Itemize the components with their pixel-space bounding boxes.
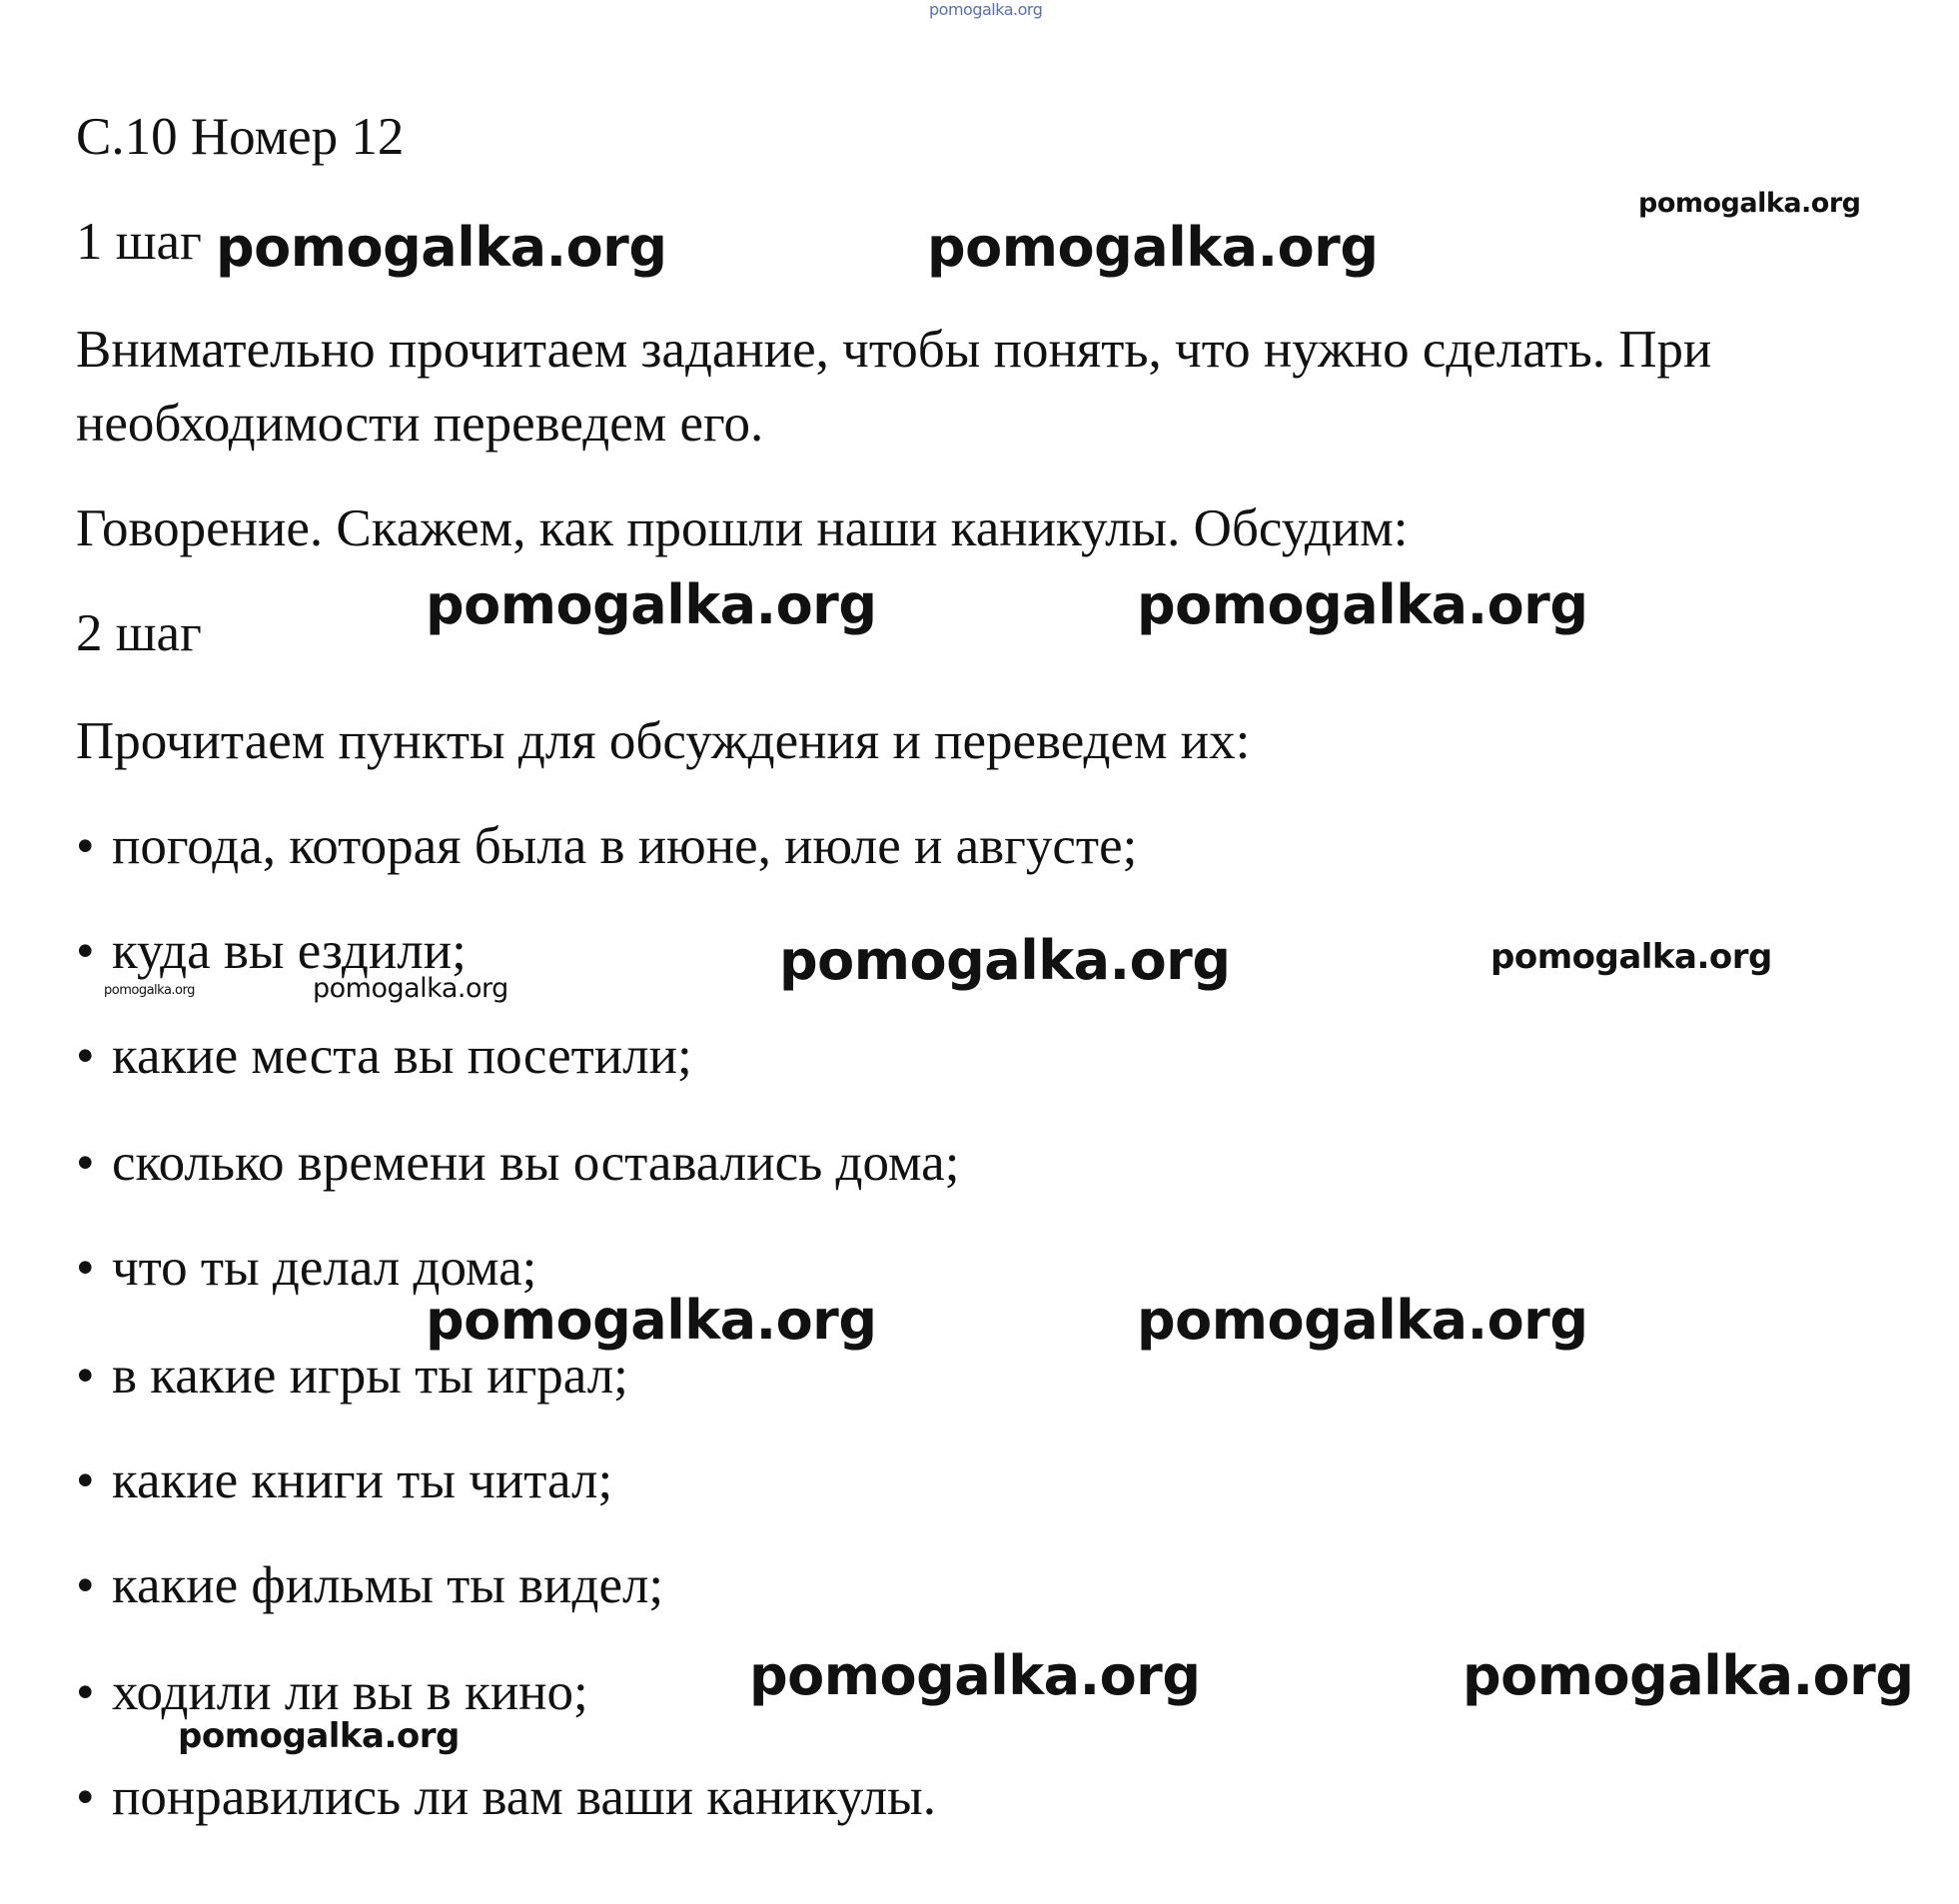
list-item-text: куда вы ездили; <box>112 922 467 980</box>
list-item-text: ходили ли вы в кино; <box>112 1663 588 1721</box>
list-item <box>76 809 1137 883</box>
watermark: pomogalka.org <box>178 1716 460 1756</box>
step-2-label: 2 шаг <box>76 604 202 662</box>
list-item-text: какие места вы посетили; <box>112 1027 692 1085</box>
watermark: pomogalka.org <box>1638 188 1861 219</box>
list-item <box>76 1443 612 1517</box>
page-title: С.10 Номер 12 <box>76 108 405 166</box>
bullet: • <box>76 1347 95 1405</box>
watermark: pomogalka.org <box>426 1289 877 1352</box>
bullet: • <box>76 1239 95 1297</box>
watermark: pomogalka.org <box>1137 573 1588 636</box>
step-1-paragraph-3: Говорение. Скажем, как прошли наши каникулы. Обсудим: <box>76 499 1409 557</box>
watermark: pomogalka.org <box>426 573 877 636</box>
list-item-text: какие фильмы ты видел; <box>112 1556 664 1614</box>
list-item <box>76 1126 959 1200</box>
bullet: • <box>76 1451 95 1509</box>
step-1-label: 1 шаг <box>76 213 202 271</box>
watermark: pomogalka.org <box>1137 1289 1588 1352</box>
watermark-top: pomogalka.org <box>929 0 1043 19</box>
bullet: • <box>76 1134 95 1192</box>
step-1-paragraph-2: необходимости переведем его. <box>76 395 764 453</box>
bullet: • <box>76 1663 95 1721</box>
bullet: • <box>76 1556 95 1614</box>
list-item-text: в какие игры ты играл; <box>112 1347 628 1405</box>
watermark: pomogalka.org <box>749 1644 1201 1707</box>
bullet: • <box>76 1027 95 1085</box>
watermark: pomogalka.org <box>1463 1644 1914 1707</box>
list-item-text: что ты делал дома; <box>112 1239 537 1297</box>
list-item <box>76 1760 936 1834</box>
step-1-paragraph-1: Внимательно прочитаем задание, чтобы понять, что нужно сделать. При <box>76 321 1712 379</box>
list-item-text: понравились ли вам ваши каникулы. <box>112 1768 937 1826</box>
bullet: • <box>76 1768 95 1826</box>
list-item-text: сколько времени вы оставались дома; <box>112 1134 960 1192</box>
bullet: • <box>76 817 95 875</box>
watermark: pomogalka.org <box>779 929 1231 992</box>
list-item <box>76 1019 692 1093</box>
bullet: • <box>76 922 95 980</box>
watermark: pomogalka.org <box>216 216 667 279</box>
watermark: pomogalka.org <box>1490 937 1772 977</box>
watermark: pomogalka.org <box>927 216 1379 279</box>
list-item-text: погода, которая была в июне, июле и августе; <box>112 817 1138 875</box>
watermark: pomogalka.org <box>104 983 195 998</box>
list-item-text: какие книги ты читал; <box>112 1451 613 1509</box>
watermark: pomogalka.org <box>313 973 508 1004</box>
list-item <box>76 1548 663 1622</box>
step-2-intro: Прочитаем пункты для обсуждения и переведем их: <box>76 712 1251 770</box>
